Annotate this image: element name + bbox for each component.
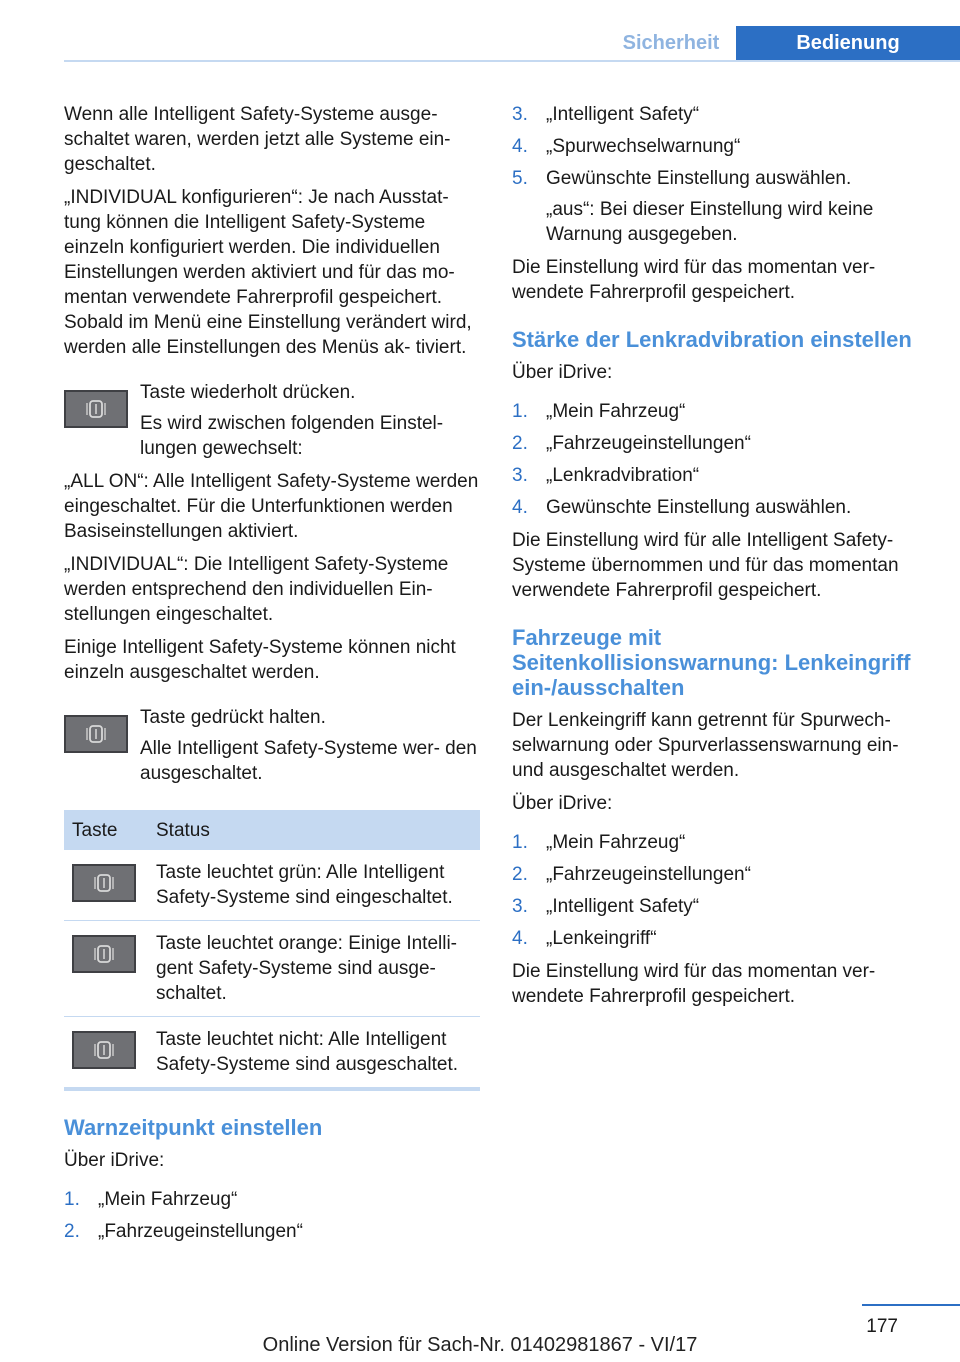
table-cell-status: Taste leuchtet nicht: Alle Intelligent Safety-Systeme sind ausgeschaltet. bbox=[156, 1029, 459, 1075]
list-item: 4. „Lenkeingriff“ bbox=[512, 928, 657, 949]
list-item: 2. „Fahrzeugeinstellungen“ bbox=[64, 1221, 303, 1242]
right-column bbox=[512, 102, 928, 1017]
list-item: 5. Gewünschte Einstellung auswählen. „aus“: Bei dieser Einstellung wird keine Warnung ausgegeben. bbox=[512, 166, 928, 247]
paragraph: Die Einstellung wird für das momentan ver‐ wendete Fahrerprofil gespeichert. bbox=[512, 257, 876, 303]
key-instruction-title: Taste wiederholt drücken. bbox=[140, 382, 356, 403]
list-item: 3. „Intelligent Safety“ bbox=[512, 896, 700, 917]
key-instruction-repeat bbox=[64, 380, 480, 461]
safety-button-icon bbox=[72, 864, 136, 902]
list-item: 1. „Mein Fahrzeug“ bbox=[512, 832, 686, 853]
table-bottom-rule bbox=[64, 1087, 480, 1091]
list-item: 2. „Fahrzeugeinstellungen“ bbox=[512, 433, 751, 454]
table-header-taste: Taste bbox=[64, 810, 148, 850]
section-heading: Fahrzeuge mit Seitenkollisionswarnung: Lenkeingriff ein-/ausschalten bbox=[512, 625, 911, 700]
page-number: 177 bbox=[866, 1316, 898, 1337]
paragraph: „INDIVIDUAL konfigurieren“: Je nach Ausstat‐ tung können die Intelligent Safety-Systeme einzeln konfiguriert werden. Die individuellen Einstellungen werden aktiviert und für das mo‐ mentan verwendete Fahrerprofil gespeichert. Sobald im Menü eine Einstellung verändert wird, werden alle Einstellungen des Menüs ak‐ tiviert. bbox=[64, 187, 472, 358]
left-column bbox=[64, 102, 480, 1252]
tab-bedienung[interactable]: Bedienung bbox=[736, 26, 960, 62]
list-item: 1. „Mein Fahrzeug“ bbox=[512, 401, 686, 422]
list-item: 3. „Intelligent Safety“ bbox=[512, 104, 700, 125]
footer-rule bbox=[862, 1304, 960, 1306]
tab-sicherheit[interactable]: Sicherheit bbox=[622, 32, 720, 54]
paragraph: Die Einstellung wird für das momentan ver‐ wendete Fahrerprofil gespeichert. bbox=[512, 961, 876, 1007]
steps-list bbox=[64, 1187, 480, 1244]
list-item-note: „aus“: Bei dieser Einstellung wird keine Warnung ausgegeben. bbox=[546, 199, 874, 245]
paragraph: „ALL ON“: Alle Intelligent Safety-Systeme werden eingeschaltet. Für die Unterfunktionen werden Basiseinstellungen aktiviert. bbox=[64, 471, 479, 542]
online-version-note: Online Version für Sach-Nr. 01402981867 - VI/17 bbox=[262, 1334, 698, 1356]
list-item: 1. „Mein Fahrzeug“ bbox=[64, 1189, 238, 1210]
table-cell-status: Taste leuchtet orange: Einige Intelli‐ gent Safety-Systeme sind ausge‐ schaltet. bbox=[148, 921, 480, 1017]
section-heading: Warnzeitpunkt einstellen bbox=[64, 1115, 323, 1140]
safety-button-icon bbox=[64, 390, 128, 428]
paragraph: Die Einstellung wird für alle Intelligent Safety-Systeme übernommen und für das momentan verwendete Fahrerprofil gespeichert. bbox=[512, 530, 899, 601]
table-row bbox=[64, 921, 480, 1017]
safety-button-icon bbox=[72, 1031, 136, 1069]
list-item: 4. Gewünschte Einstellung auswählen. bbox=[512, 497, 852, 518]
paragraph: Der Lenkeingriff kann getrennt für Spurwech‐ selwarnung oder Spurverlassenswarnung ein- und ausgeschaltet werden. bbox=[512, 710, 899, 781]
idrive-label: Über iDrive: bbox=[512, 793, 613, 814]
idrive-label: Über iDrive: bbox=[64, 1150, 165, 1171]
safety-button-icon bbox=[72, 935, 136, 973]
paragraph: „INDIVIDUAL“: Die Intelligent Safety-Systeme werden entsprechend den individuellen Ein‐ stellungen eingeschaltet. bbox=[64, 554, 449, 625]
paragraph: Einige Intelligent Safety-Systeme können nicht einzeln ausgeschaltet werden. bbox=[64, 637, 456, 683]
steps-list bbox=[512, 830, 928, 951]
paragraph: Wenn alle Intelligent Safety-Systeme ausge‐ schaltet waren, werden jetzt alle Systeme ein‐ geschaltet. bbox=[64, 104, 451, 175]
section-heading: Stärke der Lenkradvibration einstellen bbox=[512, 327, 912, 352]
steps-list bbox=[512, 102, 928, 247]
table-header-status: Status bbox=[148, 810, 480, 850]
key-instruction-text: Es wird zwischen folgenden Einstel‐ lungen gewechselt: bbox=[140, 413, 444, 459]
status-table bbox=[64, 810, 480, 1087]
table-cell-status: Taste leuchtet grün: Alle Intelligent Safety-Systeme sind eingeschaltet. bbox=[148, 850, 480, 921]
table-row bbox=[64, 1017, 480, 1088]
key-instruction-hold bbox=[64, 705, 480, 786]
list-item: 4. „Spurwechselwarnung“ bbox=[512, 136, 741, 157]
header-rule bbox=[64, 60, 960, 62]
key-instruction-title: Taste gedrückt halten. bbox=[140, 707, 326, 728]
list-item: 3. „Lenkradvibration“ bbox=[512, 465, 700, 486]
table-row bbox=[64, 850, 480, 921]
key-instruction-text: Alle Intelligent Safety-Systeme wer‐ den ausgeschaltet. bbox=[140, 738, 477, 784]
steps-list bbox=[512, 399, 928, 520]
safety-button-icon bbox=[64, 715, 128, 753]
list-item: 2. „Fahrzeugeinstellungen“ bbox=[512, 864, 751, 885]
idrive-label: Über iDrive: bbox=[512, 362, 613, 383]
